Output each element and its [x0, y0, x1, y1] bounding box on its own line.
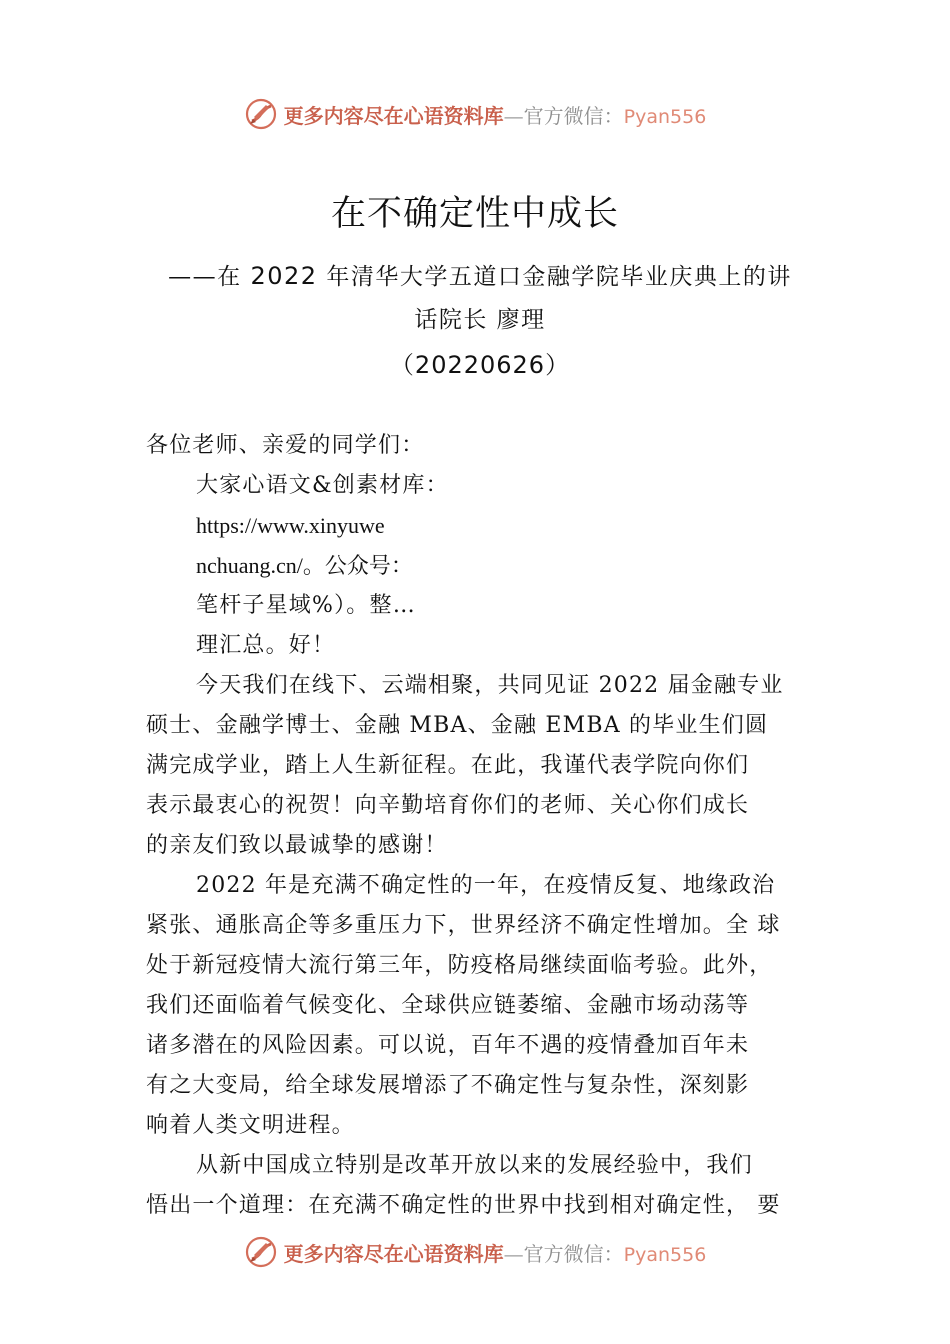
banner-label: 官方微信： [523, 1241, 624, 1266]
banner-wechat-id: Pyan556 [623, 105, 707, 128]
notice-line: nchuang.cn/。公众号： [196, 553, 413, 578]
banner-lead: 更多内容尽在心语资料库 [283, 1241, 504, 1266]
paragraph-1-line: 今天我们在线下、云端相聚，共同见证 2022 届金融专业 [196, 673, 784, 698]
document-body [146, 426, 812, 1226]
header-banner [0, 94, 950, 134]
banner-separator: — [503, 103, 524, 128]
paragraph-1-line: 硕士、金融学博士、金融 MBA、金融 EMBA 的毕业生们圆 [146, 713, 769, 738]
paragraph-3-line: 从新中国成立特别是改革开放以来的发展经验中，我们 [196, 1153, 753, 1178]
paragraph-2-line: 紧张、通胀高企等多重压力下，世界经济不确定性增加。全 球 [146, 913, 781, 938]
subtitle-line-2: 话院长 廖理 [414, 307, 546, 333]
banner-separator: — [503, 1241, 524, 1266]
pen-logo-icon [244, 97, 278, 131]
paragraph-2-line: 响着人类文明进程。 [146, 1113, 355, 1138]
paragraph-2-line: 2022 年是充满不确定性的一年，在疫情反复、地缘政治 [196, 873, 776, 898]
paragraph-2-line: 处于新冠疫情大流行第三年，防疫格局继续面临考验。此外， [146, 953, 773, 978]
paragraph-1-line: 表示最衷心的祝贺！向辛勤培育你们的老师、关心你们成长 [146, 793, 750, 818]
subtitle-line-1 [150, 258, 810, 291]
pen-logo-icon [244, 1235, 278, 1269]
paragraph-1-line: 满完成学业，踏上人生新征程。在此，我谨代表学院向你们 [146, 753, 750, 778]
subtitle-rest: 年清华大学五道口金融学院毕业庆典上的讲 [317, 264, 792, 290]
notice-line: https://www.xinyuwe [196, 513, 385, 538]
paragraph-2-line: 我们还面临着气候变化、全球供应链萎缩、金融市场动荡等 [146, 993, 750, 1018]
paragraph-1-line: 的亲友们致以最诚挚的感谢！ [146, 833, 448, 858]
banner-label: 官方微信： [523, 103, 624, 128]
notice-line: 笔杆子星域%）。整… [196, 593, 416, 618]
greeting: 各位老师、亲爱的同学们： [146, 433, 425, 458]
banner-wechat-id: Pyan556 [623, 1243, 707, 1266]
footer-banner [0, 1232, 950, 1272]
subtitle-year: 2022 [250, 262, 318, 290]
subtitle-prefix: ——在 [168, 264, 251, 290]
paragraph-2-line: 诸多潜在的风险因素。可以说，百年不遇的疫情叠加百年未 [146, 1033, 750, 1058]
document-title: 在不确定性中成长 [330, 194, 619, 234]
paragraph-2-line: 有之大变局，给全球发展增添了不确定性与复杂性，深刻影 [146, 1073, 750, 1098]
notice-line: 理汇总。好！ [196, 633, 336, 658]
paragraph-3-line: 悟出一个道理：在充满不确定性的世界中找到相对确定性， 要 [146, 1193, 781, 1218]
notice-line: 大家心语文&创素材库： [196, 473, 449, 498]
banner-lead: 更多内容尽在心语资料库 [283, 103, 504, 128]
banner-text [284, 1238, 707, 1267]
document-date: （20220626） [389, 351, 571, 379]
banner-text [284, 100, 707, 129]
